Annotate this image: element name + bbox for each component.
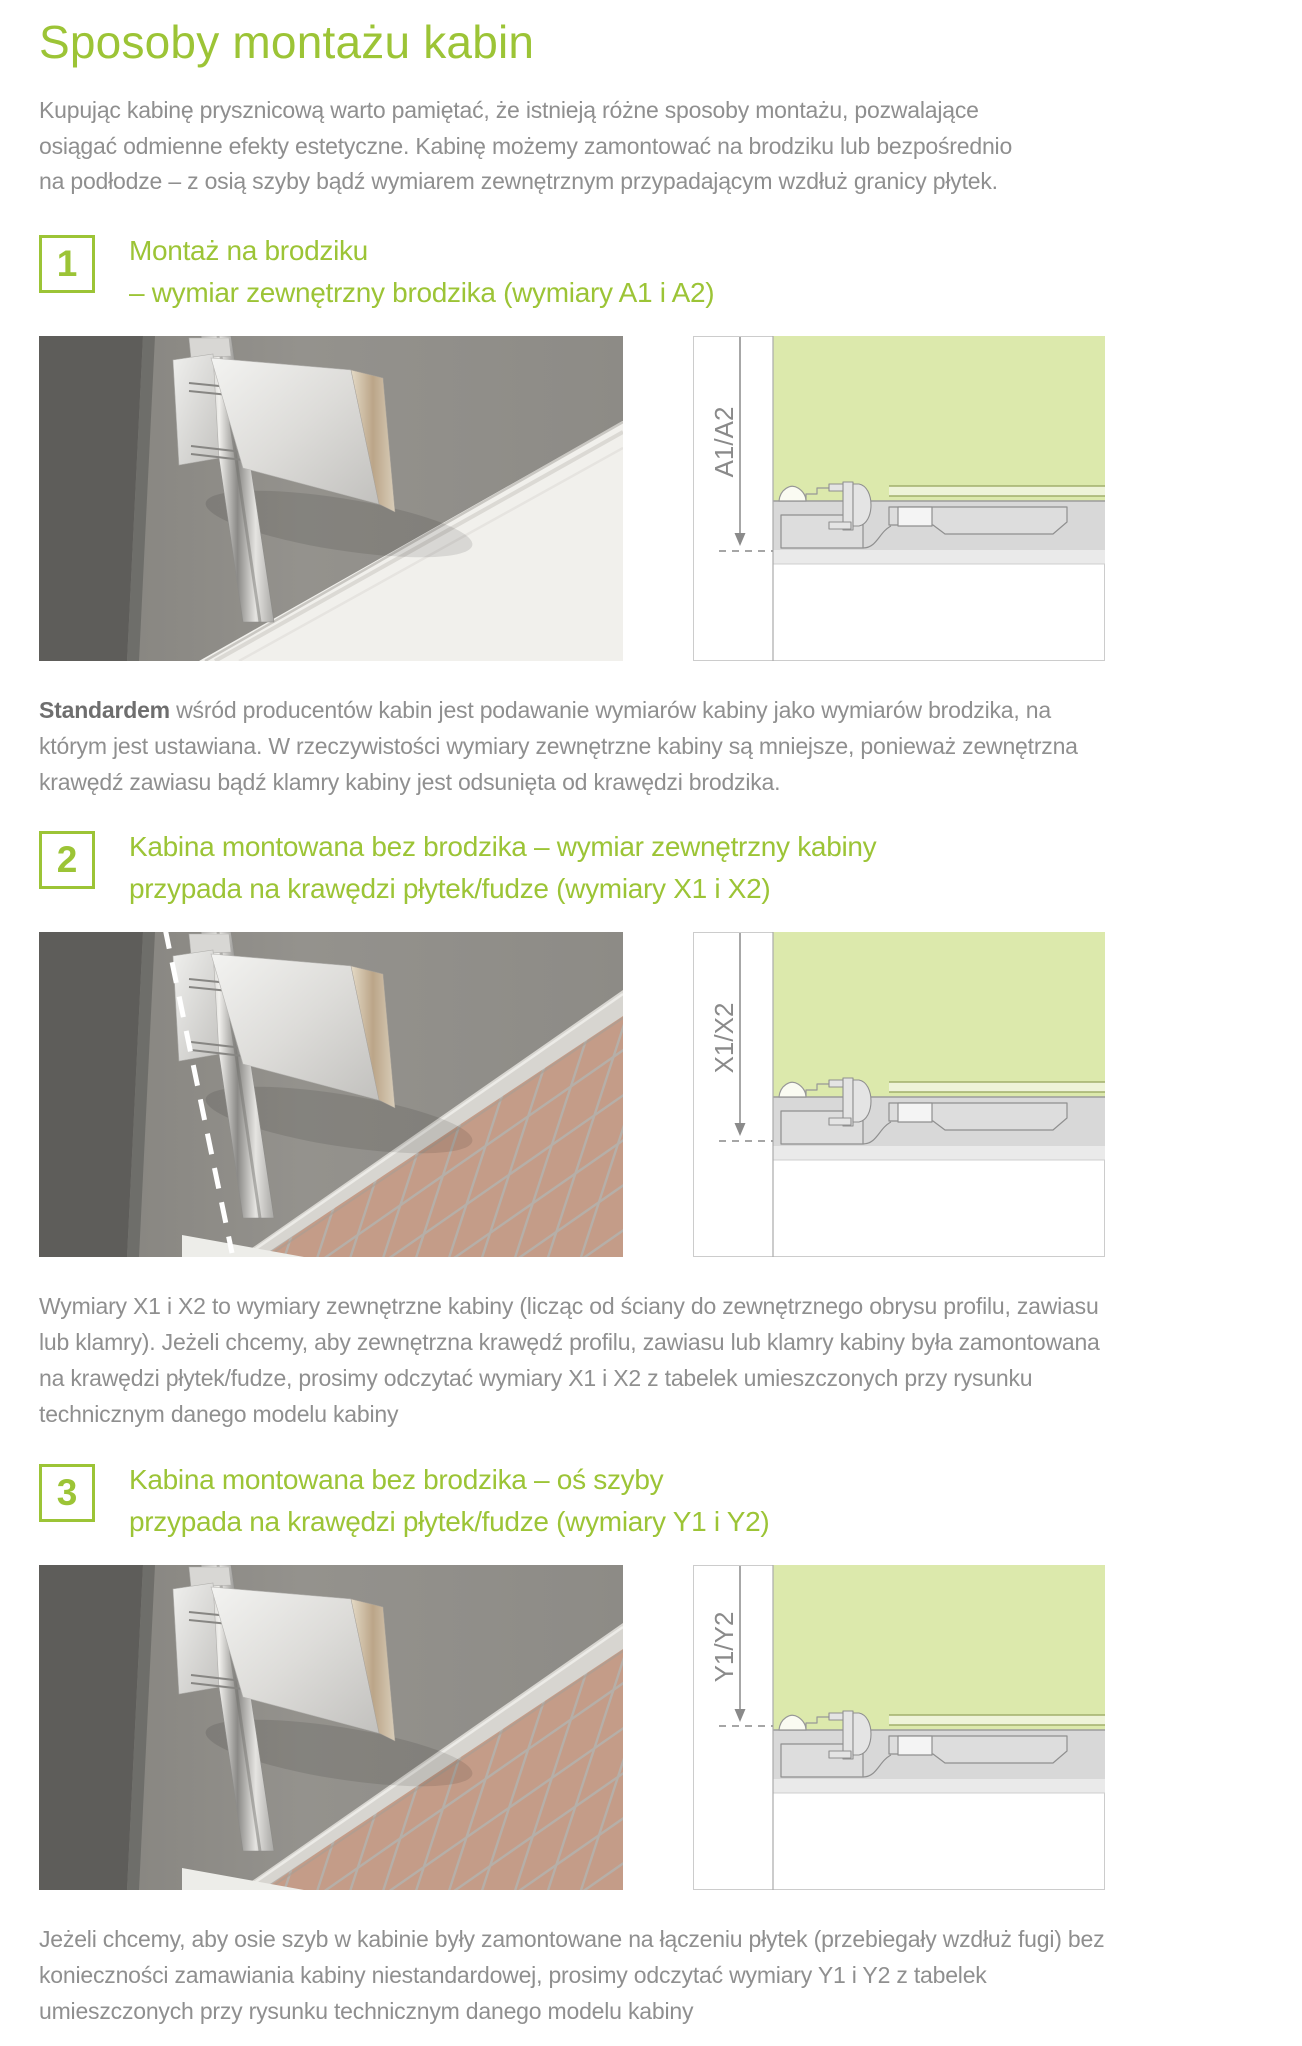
section-no-tray-outer-dimension (39, 826, 1263, 1433)
dark-wall-edge (39, 1565, 143, 1890)
diagram-dimension-y1-y2 (693, 1565, 1105, 1890)
section-heading-line1: Kabina montowana bez brodzika – oś szyby (129, 1463, 664, 1495)
note-text: Jeżeli chcemy, aby osie szyb w kabinie były zamontowane na łączeniu płytek (przebiegały wzdłuż fugi) bez konieczności zamawiania kabiny niestandardowej, prosimy odczytać wymiary Y1 i Y2 z tabelek umieszczonych przy rysunku technicznym danego modelu kabiny (39, 1925, 1105, 2024)
figure-row (39, 1565, 1263, 1890)
section-number: 2 (56, 839, 78, 881)
technical-diagram-svg (693, 1565, 1105, 1890)
section-heading-line2: – wymiar zewnętrzny brodzika (wymiary A1 i A2) (129, 276, 715, 308)
section-header (39, 230, 1263, 314)
note-paragraph (39, 1922, 1105, 2030)
note-paragraph (39, 1289, 1105, 1433)
section-heading (129, 1459, 769, 1543)
diagram-glass-area (773, 336, 1105, 501)
figure-row (39, 932, 1263, 1257)
section-number: 3 (56, 1471, 78, 1513)
section-number-badge (39, 235, 95, 293)
section-header (39, 826, 1263, 910)
section-heading-line2: przypada na krawędzi płytek/fudze (wymiary Y1 i Y2) (129, 1505, 770, 1537)
section-header (39, 1459, 1263, 1543)
section-heading-line2: przypada na krawędzi płytek/fudze (wymiary X1 i X2) (129, 873, 771, 905)
photo-hinge-on-tiles (39, 1565, 623, 1890)
section-mount-on-tray (39, 230, 1263, 801)
diagram-glass-pane (889, 1082, 1105, 1092)
technical-diagram-svg (693, 932, 1105, 1257)
technical-diagram-svg (693, 336, 1105, 661)
installation-photo-svg (39, 932, 623, 1257)
diagram-subfloor-band (773, 1779, 1105, 1793)
section-heading (129, 230, 714, 314)
figure-row (39, 336, 1263, 661)
diagram-dimension-a1-a2 (693, 336, 1105, 661)
section-no-tray-glass-axis (39, 1459, 1263, 2030)
note-paragraph (39, 693, 1105, 801)
section-heading-line1: Montaż na brodziku (129, 234, 368, 266)
photo-hinge-on-tiles-with-axis (39, 932, 623, 1257)
diagram-dimension-x1-x2 (693, 932, 1105, 1257)
section-number: 1 (56, 242, 78, 284)
section-heading-line1: Kabina montowana bez brodzika – wymiar zewnętrzny kabiny (129, 831, 877, 863)
intro-paragraph: Kupując kabinę prysznicową warto pamiętać, że istnieją różne sposoby montażu, pozwalające osiągać odmienne efekty estetyczne. Kabinę możemy zamontować na brodziku lub bezpośrednio na podłodze – z osią szyby bądź wymiarem zewnętrznym przypadającym wzdłuż granicy płytek. (39, 96, 1013, 195)
diagram-glass-area (773, 932, 1105, 1097)
diagram-subfloor-band (773, 1146, 1105, 1160)
diagram-glass-pane (889, 1715, 1105, 1725)
diagram-dimension-label: Y1/Y2 (709, 1611, 739, 1683)
installation-photo-svg (39, 1565, 623, 1890)
photo-hinge-on-shower-tray (39, 336, 623, 661)
diagram-dimension-label: X1/X2 (709, 1003, 739, 1074)
diagram-glass-pane (889, 486, 1105, 496)
section-number-badge (39, 1464, 95, 1522)
note-lead-word: Standardem (39, 696, 170, 723)
note-text: wśród producentów kabin jest podawanie wymiarów kabiny jako wymiarów brodzika, na którym jest ustawiana. W rzeczywistości wymiary zewnętrzne kabiny są mniejsze, ponieważ zewnętrzna krawędź zawiasu bądź klamry kabiny jest odsunięta od krawędzi brodzika. (39, 696, 1078, 795)
installation-photo-svg (39, 336, 623, 661)
section-number-badge (39, 831, 95, 889)
section-heading (129, 826, 876, 910)
dark-wall-edge (39, 336, 143, 661)
dark-wall-edge (39, 932, 143, 1257)
page-title: Sposoby montażu kabin (39, 16, 535, 68)
diagram-dimension-label: A1/A2 (709, 406, 739, 478)
diagram-glass-area (773, 1565, 1105, 1730)
note-text: Wymiary X1 i X2 to wymiary zewnętrzne kabiny (licząc od ściany do zewnętrznego obrysu profilu, zawiasu lub klamry). Jeżeli chcemy, aby zewnętrzna krawędź profilu, zawiasu lub klamry kabiny była zamontowana na krawędzi płytek/fudze, prosimy odczytać wymiary X1 i X2 z tabelek umieszczonych przy rysunku technicznym danego modelu kabiny (39, 1293, 1100, 1428)
diagram-subfloor-band (773, 550, 1105, 564)
